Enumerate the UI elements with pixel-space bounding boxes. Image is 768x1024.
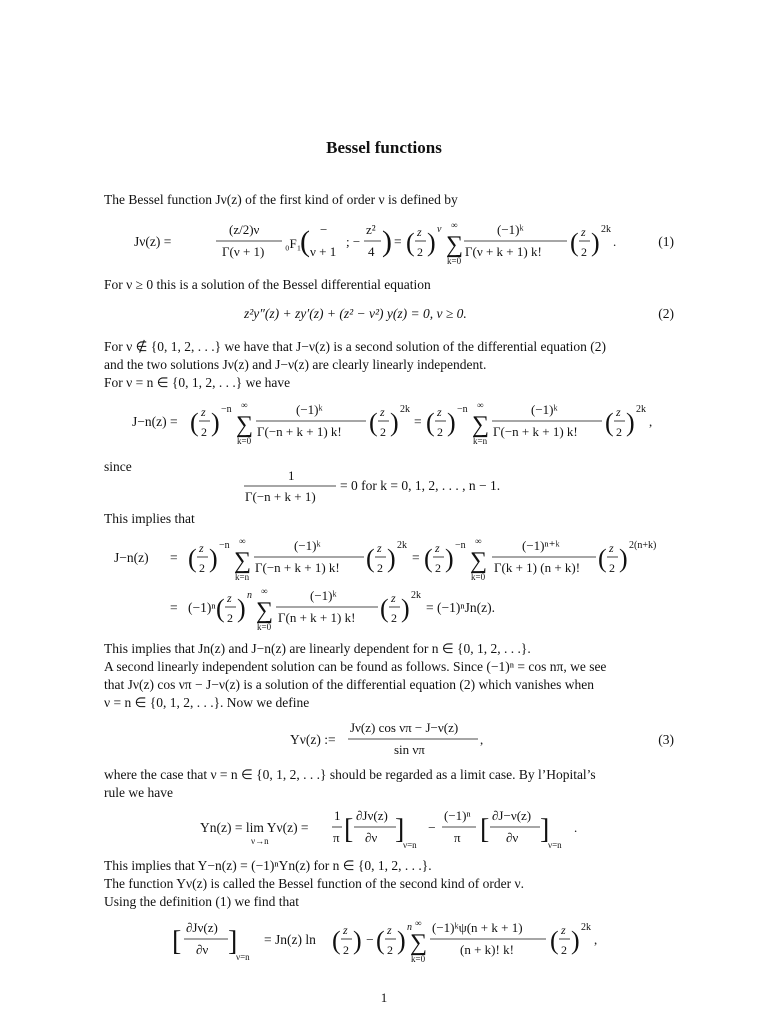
page-title: Bessel functions xyxy=(326,138,442,157)
svg-text:2: 2 xyxy=(561,943,567,957)
svg-text:z: z xyxy=(227,591,232,605)
svg-text:): ) xyxy=(401,594,410,623)
svg-text:(: ( xyxy=(369,408,378,437)
svg-text:(: ( xyxy=(598,544,607,573)
svg-text:z: z xyxy=(581,225,586,239)
eq8-sub-2: ν=n xyxy=(548,840,562,850)
eq5-eq-2: = xyxy=(170,600,178,615)
svg-text:k=0: k=0 xyxy=(257,622,272,632)
svg-text:z: z xyxy=(391,591,396,605)
svg-text:[: [ xyxy=(480,814,490,845)
svg-text:2k: 2k xyxy=(581,922,591,933)
equation-number-2: (2) xyxy=(658,306,674,321)
eq9-d: ∂Jν(z) xyxy=(186,920,218,935)
svg-text:k=0: k=0 xyxy=(237,436,252,446)
eq9-sub: ν=n xyxy=(236,952,250,962)
paragraph-second-solution-c: For ν = n ∈ {0, 1, 2, . . .} we have xyxy=(104,375,291,390)
svg-text:(: ( xyxy=(188,544,197,573)
svg-text:): ) xyxy=(237,594,246,623)
svg-text:2: 2 xyxy=(581,245,587,259)
svg-text:z: z xyxy=(343,923,348,937)
svg-text:2k: 2k xyxy=(411,590,421,601)
svg-text:): ) xyxy=(382,225,392,258)
paragraph-second-solution-b: and the two solutions Jν(z) and J−ν(z) are clearly linearly independent. xyxy=(104,357,487,372)
eq9-num: (−1)ᵏψ(n + k + 1) xyxy=(432,920,523,935)
eq9-den: (n + k)! k! xyxy=(460,942,514,957)
eq3-num-1: (−1)ᵏ xyxy=(296,402,323,417)
equation-number-3: (3) xyxy=(658,732,674,747)
eq8-sub-1: ν=n xyxy=(403,840,417,850)
svg-text:(: ( xyxy=(424,544,433,573)
svg-text:∑: ∑ xyxy=(410,930,428,956)
svg-text:k=0: k=0 xyxy=(471,572,486,582)
svg-text:z: z xyxy=(609,541,614,555)
eq1-hyper-top: − xyxy=(320,222,328,237)
svg-text:): ) xyxy=(427,228,436,257)
svg-text:k=0: k=0 xyxy=(411,954,426,964)
svg-text:2: 2 xyxy=(201,425,207,439)
paragraph-implies: This implies that xyxy=(104,511,195,526)
svg-text:2: 2 xyxy=(380,425,386,439)
svg-text:): ) xyxy=(387,544,396,573)
svg-text:2: 2 xyxy=(609,561,615,575)
svg-text:(: ( xyxy=(406,228,415,257)
svg-text:2: 2 xyxy=(343,943,349,957)
eq6-pre: (−1)ⁿ xyxy=(188,600,216,615)
svg-text:2: 2 xyxy=(387,943,393,957)
svg-text:z: z xyxy=(437,405,442,419)
svg-text:∞: ∞ xyxy=(261,586,268,596)
svg-text:2: 2 xyxy=(437,425,443,439)
svg-text:z: z xyxy=(201,405,206,419)
svg-text:2k: 2k xyxy=(601,224,611,235)
svg-text:(: ( xyxy=(332,926,341,955)
svg-text:,: , xyxy=(649,414,653,429)
svg-text:∞: ∞ xyxy=(451,220,458,230)
equation-gamma-zero xyxy=(104,464,674,504)
paragraph-second-solution-a: For ν ∉ {0, 1, 2, . . .} we have that J−ν(z) is a second solution of the differential equation (2) xyxy=(104,339,607,354)
svg-text:): ) xyxy=(211,408,220,437)
svg-text:): ) xyxy=(397,926,406,955)
eq7-num: Jν(z) cos νπ − J−ν(z) xyxy=(350,720,459,735)
eq3-num-2: (−1)ᵏ xyxy=(531,402,558,417)
svg-text:z: z xyxy=(380,405,385,419)
svg-text:2: 2 xyxy=(435,561,441,575)
eq1-num: (z/2)ν xyxy=(229,222,260,237)
eq5-eq-1: = xyxy=(170,550,178,565)
svg-text:2k: 2k xyxy=(397,540,407,551)
svg-text:∑: ∑ xyxy=(256,598,274,624)
eq8-pi-1: π xyxy=(333,830,340,845)
svg-text:(: ( xyxy=(190,408,199,437)
svg-text:z: z xyxy=(561,923,566,937)
eq2-body: z²y″(z) + zy′(z) + (z² − ν²) y(z) = 0, ν ≥ 0. xyxy=(244,306,467,321)
svg-text:∞: ∞ xyxy=(475,536,482,546)
paragraph-since: since xyxy=(104,459,132,474)
eq6-den: Γ(n + k + 1) k! xyxy=(278,610,356,625)
eq8-dnu-1: ∂ν xyxy=(365,830,378,845)
svg-text:∞: ∞ xyxy=(241,400,248,410)
svg-text:=: = xyxy=(412,550,420,565)
svg-text:,: , xyxy=(480,732,484,747)
eq8-lim: ν→n xyxy=(251,836,269,846)
eq1-four: 4 xyxy=(368,244,375,259)
svg-text:(: ( xyxy=(376,926,385,955)
eq4-rest: = 0 for k = 0, 1, 2, . . . , n − 1. xyxy=(340,478,501,493)
eq8-lhs: Yn(z) = lim Yν(z) = xyxy=(200,820,309,835)
paragraph-dependent: This implies that Jn(z) and J−n(z) are linearly dependent for n ∈ {0, 1, 2, . . .}. xyxy=(104,641,531,656)
svg-text:): ) xyxy=(390,408,399,437)
paragraph-y-minus-n: This implies that Y−n(z) = (−1)ⁿYn(z) for n ∈ {0, 1, 2, . . .}. xyxy=(104,858,432,873)
svg-text:∑: ∑ xyxy=(470,548,488,574)
eq6-num: (−1)ᵏ xyxy=(310,588,337,603)
svg-text:ν: ν xyxy=(437,224,442,235)
equation-2 xyxy=(104,306,674,328)
eq1-sum-den: Γ(ν + k + 1) k! xyxy=(465,244,542,259)
svg-text:.: . xyxy=(574,820,578,835)
eq1-sum-num: (−1)ᵏ xyxy=(497,222,524,237)
paragraph-second-li-a: A second linearly independent solution can be found as follows. Since (−1)ⁿ = cos nπ, we see xyxy=(104,659,607,674)
eq7-lhs: Yν(z) := xyxy=(290,732,336,747)
equation-j-minus-n xyxy=(104,398,674,448)
svg-text:2: 2 xyxy=(199,561,205,575)
svg-text:z: z xyxy=(435,541,440,555)
paragraph-second-li-c: ν = n ∈ {0, 1, 2, . . .}. Now we define xyxy=(104,695,310,710)
paragraph-bessel-eq: For ν ≥ 0 this is a solution of the Bessel differential equation xyxy=(104,277,431,292)
paragraph-limit-case-a: where the case that ν = n ∈ {0, 1, 2, . . .} should be regarded as a limit case. By l’Hopital’s xyxy=(104,767,596,782)
svg-text:): ) xyxy=(571,926,580,955)
eq1-lhs: Jν(z) = xyxy=(134,234,172,249)
paragraph-intro: The Bessel function Jν(z) of the first kind of order ν is defined by xyxy=(104,192,458,207)
svg-text:): ) xyxy=(591,228,600,257)
svg-text:z: z xyxy=(387,923,392,937)
eq4-den: Γ(−n + k + 1) xyxy=(245,489,316,504)
paragraph-limit-case-b: rule we have xyxy=(104,785,173,800)
eq9-dnu: ∂ν xyxy=(196,942,209,957)
svg-text:,: , xyxy=(594,932,598,947)
svg-text:z: z xyxy=(377,541,382,555)
eq4-num: 1 xyxy=(288,468,295,483)
svg-text:]: ] xyxy=(395,814,405,845)
svg-text:(: ( xyxy=(570,228,579,257)
svg-text:k=0: k=0 xyxy=(447,256,462,266)
svg-text:∞: ∞ xyxy=(239,536,246,546)
eq7-den: sin νπ xyxy=(394,742,425,757)
eq1-den: Γ(ν + 1) xyxy=(222,244,265,259)
svg-text:): ) xyxy=(209,544,218,573)
svg-text:2k: 2k xyxy=(636,404,646,415)
equation-1 xyxy=(104,218,674,268)
svg-text:z: z xyxy=(417,225,422,239)
svg-text:): ) xyxy=(445,544,454,573)
svg-text:∑: ∑ xyxy=(234,548,252,574)
eq3-den-2: Γ(−n + k + 1) k! xyxy=(493,424,578,439)
equation-j-minus-n-expansion xyxy=(104,534,674,634)
svg-text:(: ( xyxy=(426,408,435,437)
eq5-lhs: J−n(z) xyxy=(114,550,149,565)
eq8-d2: ∂J−ν(z) xyxy=(492,808,532,823)
eq5-exp-2: 2(n+k) xyxy=(629,540,657,551)
equation-number-1: (1) xyxy=(658,234,674,249)
eq5-den-2: Γ(k + 1) (n + k)! xyxy=(494,560,581,575)
svg-text:−n: −n xyxy=(457,404,468,415)
eq1-eq: = xyxy=(394,234,402,249)
svg-text:(: ( xyxy=(216,594,225,623)
eq5-den-1: Γ(−n + k + 1) k! xyxy=(255,560,340,575)
equation-3 xyxy=(104,716,674,762)
svg-text:∑: ∑ xyxy=(446,232,464,258)
eq5-num-2: (−1)ⁿ⁺ᵏ xyxy=(522,538,560,553)
svg-text:−: − xyxy=(428,820,436,835)
svg-text:): ) xyxy=(619,544,628,573)
eq6-post: = (−1)ⁿJn(z). xyxy=(426,600,495,615)
svg-text:∑: ∑ xyxy=(472,412,490,438)
svg-text:−n: −n xyxy=(219,540,230,551)
svg-text:z: z xyxy=(199,541,204,555)
svg-text:n: n xyxy=(407,922,412,933)
equation-yn-limit xyxy=(104,804,674,854)
svg-text:[: [ xyxy=(344,814,354,845)
eq1-hyper: ₀F₁ xyxy=(285,236,302,251)
eq1-z2: z² xyxy=(366,222,376,237)
svg-text:]: ] xyxy=(228,926,238,957)
eq8-one: 1 xyxy=(334,808,341,823)
page-number: 1 xyxy=(380,990,388,1005)
svg-text:−: − xyxy=(366,932,374,947)
svg-text:(: ( xyxy=(366,544,375,573)
svg-text:2: 2 xyxy=(417,245,423,259)
svg-text:2: 2 xyxy=(616,425,622,439)
eq8-pi-2: π xyxy=(454,830,461,845)
svg-text:z: z xyxy=(616,405,621,419)
svg-text:2: 2 xyxy=(227,611,233,625)
svg-text:(: ( xyxy=(300,225,310,258)
eq1-hyper-arg: ; − xyxy=(346,234,361,249)
eq8-dnu-2: ∂ν xyxy=(506,830,519,845)
svg-text:∞: ∞ xyxy=(415,918,422,928)
svg-text:[: [ xyxy=(172,926,182,957)
paragraph-second-kind: The function Yν(z) is called the Bessel function of the second kind of order ν. xyxy=(104,876,524,891)
svg-text:]: ] xyxy=(540,814,550,845)
svg-text:(: ( xyxy=(605,408,614,437)
svg-text:.: . xyxy=(613,234,617,249)
svg-text:2: 2 xyxy=(377,561,383,575)
svg-text:(: ( xyxy=(380,594,389,623)
svg-text:−n: −n xyxy=(221,404,232,415)
equation-derivative xyxy=(104,916,674,966)
svg-text:): ) xyxy=(447,408,456,437)
eq5-num-1: (−1)ᵏ xyxy=(294,538,321,553)
eq3-den-1: Γ(−n + k + 1) k! xyxy=(257,424,342,439)
svg-text:∑: ∑ xyxy=(236,412,254,438)
svg-text:−n: −n xyxy=(455,540,466,551)
svg-text:k=n: k=n xyxy=(473,436,488,446)
svg-text:2: 2 xyxy=(391,611,397,625)
svg-text:(: ( xyxy=(550,926,559,955)
eq8-d1: ∂Jν(z) xyxy=(356,808,388,823)
svg-text:): ) xyxy=(626,408,635,437)
paragraph-using-definition: Using the definition (1) we find that xyxy=(104,894,299,909)
paragraph-second-li-b: that Jν(z) cos νπ − J−ν(z) is a solution of the differential equation (2) which vanishes when xyxy=(104,677,594,692)
svg-text:2k: 2k xyxy=(400,404,410,415)
eq9-mid: = Jn(z) ln xyxy=(264,932,316,947)
svg-text:=: = xyxy=(414,414,422,429)
svg-text:∞: ∞ xyxy=(477,400,484,410)
eq3-lhs: J−n(z) = xyxy=(132,414,178,429)
eq8-neg: (−1)ⁿ xyxy=(444,808,471,823)
svg-text:k=n: k=n xyxy=(235,572,250,582)
eq1-hyper-bot: ν + 1 xyxy=(310,244,337,259)
svg-text:): ) xyxy=(353,926,362,955)
svg-text:n: n xyxy=(247,590,252,601)
